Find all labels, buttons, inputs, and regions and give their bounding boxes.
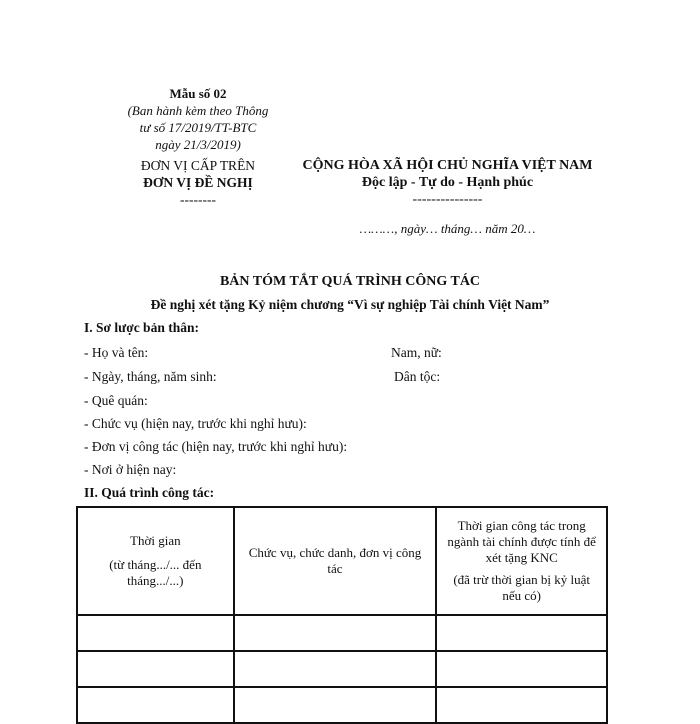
work-unit-field-label: - Đơn vị công tác (hiện nay, trước khi nghỉ hưu): (84, 439, 348, 454)
table-cell[interactable] (234, 651, 437, 687)
name-field-label: - Họ và tên: (84, 345, 149, 360)
hometown-field-label: - Quê quán: (84, 393, 148, 408)
gender-field-label: Nam, nữ: (391, 345, 442, 360)
superior-unit: ĐƠN VỊ CẤP TRÊN (140, 158, 256, 173)
table-cell[interactable] (436, 651, 607, 687)
form-issuance-line-2: tư số 17/2019/TT-BTC (139, 120, 257, 135)
ethnicity-field-label: Dân tộc: (394, 369, 441, 384)
table-cell[interactable] (436, 615, 607, 651)
country-name: CỘNG HÒA XÃ HỘI CHỦ NGHĨA VIỆT NAM (302, 158, 593, 173)
header-position (234, 507, 437, 615)
header-service-time-title: Thời gian công tác trong ngành tài chính được tính để xét tặng KNC (447, 518, 596, 565)
date-line: ………, ngày… tháng… năm 20… (359, 221, 536, 236)
section-2-heading: II. Quá trình công tác: (84, 485, 215, 500)
table-cell[interactable] (77, 687, 234, 723)
section-1-heading: I. Sơ lược bản thân: (84, 320, 199, 335)
left-divider: -------- (180, 192, 216, 207)
document-title: BẢN TÓM TẮT QUÁ TRÌNH CÔNG TÁC (219, 274, 481, 289)
form-label (98, 85, 298, 153)
dob-field-label: - Ngày, tháng, năm sinh: (84, 369, 217, 384)
form-issuance-line-3: ngày 21/3/2019) (155, 137, 241, 152)
form-number: Mẫu số 02 (169, 86, 227, 101)
header-position-title: Chức vụ, chức danh, đơn vị công tác (248, 545, 422, 576)
work-history-table (76, 506, 608, 724)
table-header-row (77, 507, 607, 615)
header-finance-service-time (436, 507, 607, 615)
table-row (77, 687, 607, 723)
table-cell[interactable] (436, 687, 607, 723)
proposing-unit: ĐƠN VỊ ĐỀ NGHỊ (143, 175, 253, 190)
form-issuance-line-1: (Ban hành kèm theo Thông (127, 103, 269, 118)
table-cell[interactable] (234, 687, 437, 723)
table-row (77, 651, 607, 687)
national-header (290, 157, 605, 208)
header-time-title: Thời gian (130, 533, 181, 548)
table-cell[interactable] (234, 615, 437, 651)
table-cell[interactable] (77, 651, 234, 687)
issuing-unit-header (98, 157, 298, 208)
right-divider: --------------- (412, 192, 483, 207)
header-time-note: (từ tháng.../... đến tháng.../...) (109, 557, 202, 588)
document-subtitle: Đề nghị xét tặng Kỷ niệm chương “Vì sự nghiệp Tài chính Việt Nam” (150, 297, 550, 312)
header-service-time-note: (đã trừ thời gian bị kỷ luật nếu có) (453, 572, 590, 603)
table-cell[interactable] (77, 615, 234, 651)
national-motto: Độc lập - Tự do - Hạnh phúc (361, 175, 534, 190)
position-field-label: - Chức vụ (hiện nay, trước khi nghỉ hưu): (84, 416, 307, 431)
header-time-period (77, 507, 234, 615)
table-row (77, 615, 607, 651)
residence-field-label: - Nơi ở hiện nay: (84, 462, 177, 477)
